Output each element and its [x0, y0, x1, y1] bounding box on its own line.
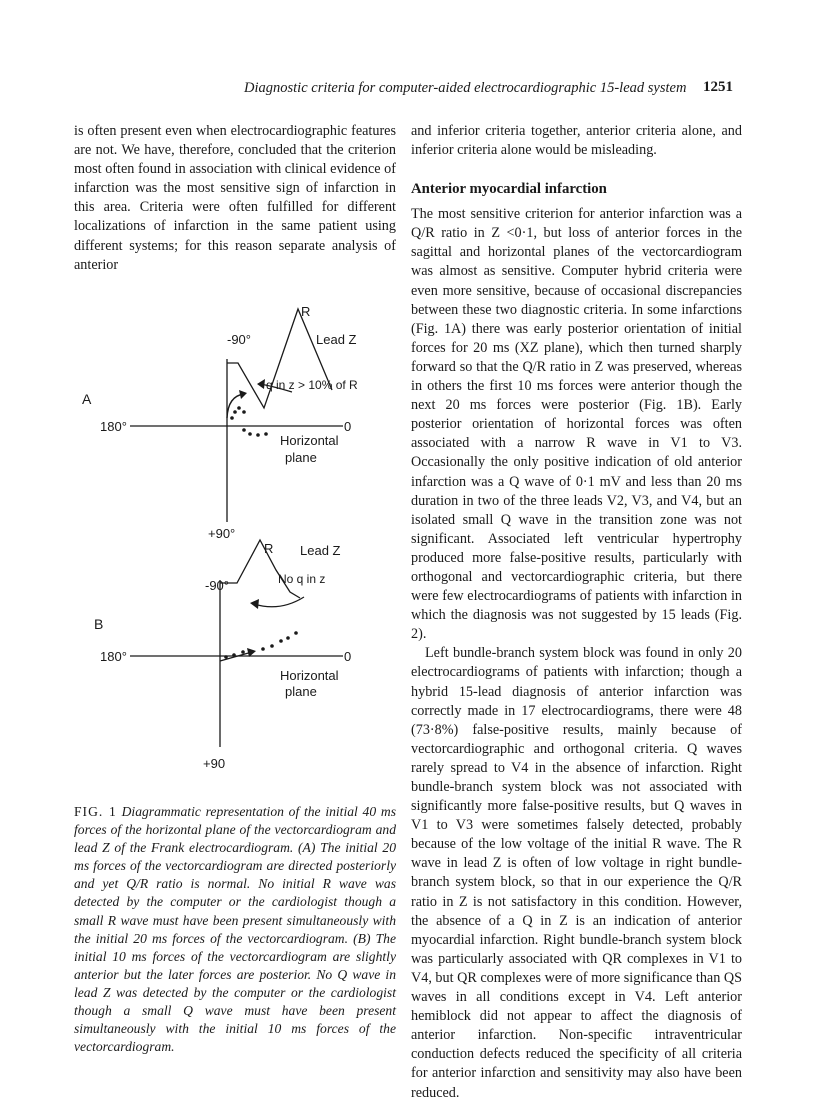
panel-a-plane-label-1: Horizontal [280, 433, 339, 448]
panel-a-plane-label-2: plane [285, 450, 317, 465]
figure-caption [74, 803, 396, 1056]
panel-a-label: A [82, 391, 92, 407]
right-paragraph-1: The most sensitive criterion for anterior infarction was a Q/R ratio in Z <0·1, but loss of anterior forces in the sagittal and horizontal planes of the vectorcardiogram was almost as sensitive. Computer hybrid criteria were even more sensitive, because of occasional discrepancies between these two diagnostic criteria. In some infarctions (Fig. 1A) there was early posterior orientation of initial forces for 20 ms (XZ plane), which then turned sharply forward so that the Q/R ratio in Z was preserved, whereas in others the first 10 ms forces were anterior though the next 20 ms forces were posterior (Fig. 1B). Early posterior orientation of horizontal forces was often associated with a narrow R wave in V1 to V3. Occasionally the only positive indication of old anterior infarction was a Q wave of 0·1 mV and less than 20 ms duration in two of the three leads V2, V3, and V4, but an isolated small Q wave in the transition zone was not significant. Associated left ventricular hypertrophy produced more false-positive results, particularly with orthogonal and vectorcardiographic criteria, but there were few electrocardiograms of patients with infarction in which the diagnosis was not suggested by 15 leads (Fig. 2). [411, 206, 742, 643]
panel-b-top-axis: -90° [205, 578, 229, 593]
figure-1 [60, 300, 400, 795]
panel-a [82, 304, 358, 541]
panel-b-label: B [94, 616, 104, 632]
panel-a-left-axis: 180° [100, 419, 127, 434]
right-intro-paragraph: and inferior criteria together, anterior criteria alone, and inferior criteria alone would be misleading. [411, 123, 742, 159]
page-number: 1251 [703, 79, 733, 95]
left-column [74, 122, 396, 275]
section-heading: Anterior myocardial infarction [411, 181, 607, 198]
panel-b-plane-label-1: Horizontal [280, 668, 339, 683]
panel-b-lead-label: Lead Z [300, 543, 341, 558]
panel-a-vector-dots [230, 406, 268, 437]
panel-a-right-axis: 0 [344, 419, 352, 434]
panel-b-annotation-arrow [254, 597, 304, 607]
panel-b-annotation: No q in z [278, 572, 326, 586]
panel-b [94, 540, 351, 771]
panel-b-bottom-axis: +90 [203, 756, 226, 771]
right-paragraph-2: Left bundle-branch system block was found in only 20 electrocardiograms of patients with infarction; though a hybrid 15-lead diagnosis of anterior infarction was correctly made in 17 electrocardiograms, there were 48 (73·8%) false-positive results, mainly because of vectorcardiographic and orthogonal criteria. Q waves rarely spread to V4 in the absence of infarction. Right bundle-branch system block was not associated with significantly more false-positive results, but Q waves in V1 to V3 were sometimes falsely detected, probably because of the low voltage of the initial R wave. The R wave in lead Z is often of low voltage in right bundle-branch system block, so that in our experience the Q/R ratio in Z is not satisfactory in this condition. However, the absence of a Q in Z is an indication of anterior myocardial infarction. Right bundle-branch system block was particularly associated with QR complexes in V1 to V4, but QR complexes were of more significance than QS waves in all conditions except in V4. Left anterior hemiblock did not appear to affect the diagnosis of anterior infarction. Non-specific intraventricular conduction defects reduced the specificity of all criteria for anterior infarction and sensitivity may also have been reduced. [411, 645, 742, 1101]
panel-a-loop-arrowhead [239, 390, 247, 399]
panel-b-right-axis: 0 [344, 649, 352, 664]
panel-a-lead-label: Lead Z [316, 332, 357, 347]
caption-text: Diagrammatic representation of the initial 40 ms forces of the horizontal plane of the vectorcardiogram and lead Z of the Frank electrocardiogram. (A) The initial 20 ms forces of the vectorcardiogram are directed posteriorly and yet Q/R ratio is normal. No initial R wave was detected by the computer or the cardiologist though a small R wave must have been present simultaneously with the initial 20 ms forces of the vectorcardiogram. (B) The initial 10 ms forces of the vectorcardiogram are slightly anterior but the later forces are posterior. No Q wave in lead Z was detected by the computer or the cardiologist though a small Q wave must have been present simultaneously with the initial 10 ms forces of the vectorcardiogram. [74, 804, 396, 1055]
panel-b-vector-dots [224, 631, 298, 659]
panel-b-lead-z-trace [220, 540, 300, 598]
panel-a-annotation: q in z > 10% of R [266, 378, 358, 392]
panel-a-r-label: R [301, 304, 311, 319]
panel-b-left-axis: 180° [100, 649, 127, 664]
left-paragraph: is often present even when electrocardiographic features are not. We have, therefore, concluded that the criterion most often found in association with clinical evidence of infarction was the most sensitive sign of infarction in this area. Criteria were often fulfilled for different localizations of infarction in the same patient using different systems; for this reason separate analysis of anterior [74, 123, 396, 273]
panel-a-top-axis: -90° [227, 332, 251, 347]
right-column [411, 122, 742, 1103]
panel-a-bottom-axis: +90° [208, 526, 236, 541]
panel-b-plane-label-2: plane [285, 684, 317, 699]
panel-a-arrowhead [257, 379, 265, 389]
panel-b-r-label: R [264, 541, 274, 556]
running-head: Diagnostic criteria for computer-aided electrocardiographic 15-lead system [244, 80, 687, 96]
panel-b-arrowhead [250, 599, 259, 609]
caption-label: FIG. 1 [74, 804, 117, 819]
